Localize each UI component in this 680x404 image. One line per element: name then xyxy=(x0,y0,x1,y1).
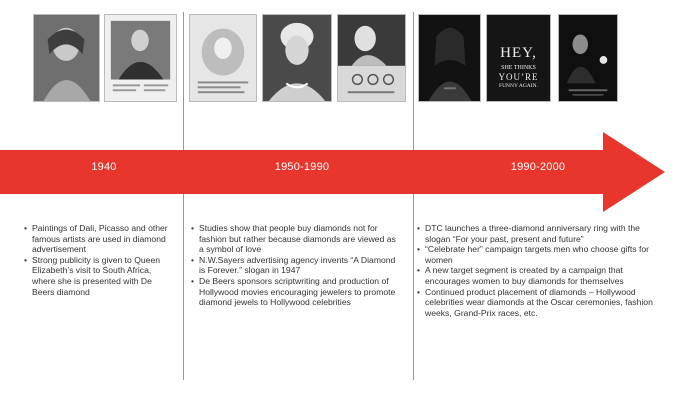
bullet-item: • Paintings of Dali, Picasso and other famous artists are used in diamond advertisement xyxy=(24,223,176,255)
era-label-1940: 1940 xyxy=(91,161,117,173)
dark-woman-portrait-ad-image xyxy=(418,14,481,102)
actress-diamond-ring-ad-image xyxy=(337,14,406,102)
bullet-item: • A new target segment is created by a campaign that encourages women to buy diamonds for themselves xyxy=(417,265,667,286)
era-label-1950-1990: 1950-1990 xyxy=(274,161,330,173)
hey-poster-ad-image xyxy=(486,14,551,102)
bullet-item: • Continued product placement of diamonds – Hollywood celebrities wear diamonds at the Oscar ceremonies, fashion weeks, Grand-Prix races, etc. xyxy=(417,287,667,319)
bullet-item: • Studies show that people buy diamonds not for fashion but rather because diamonds are viewed as a symbol of love xyxy=(191,223,401,255)
era-1940-bullets xyxy=(24,223,176,297)
hey-poster-line3: FUNNY AGAIN. xyxy=(499,83,538,89)
hey-poster-title: HEY, xyxy=(500,45,537,61)
bullet-item: • Strong publicity is given to Queen Elizabeth’s visit to South Africa, where she is presented with De Beers diamond xyxy=(24,255,176,297)
era-1990-2000-bullets xyxy=(417,223,667,318)
era-label-1990-2000: 1990-2000 xyxy=(510,161,566,173)
painting-seated-woman-image xyxy=(104,14,177,102)
hey-poster-line1: SHE THINKS xyxy=(501,65,536,71)
bullet-item: • N.W.Sayers advertising agency invents “A Diamond is Forever.” slogan in 1947 xyxy=(191,255,401,276)
bullet-item: • “Celebrate her” campaign targets men who choose gifts for women xyxy=(417,244,667,265)
bullet-item: • DTC launches a three-diamond anniversary ring with the slogan “For your past, present and future” xyxy=(417,223,667,244)
vintage-print-ad-image xyxy=(189,14,257,102)
hey-poster-line2: YOU’RE xyxy=(498,72,539,82)
painting-portrait-woman-image xyxy=(33,14,100,102)
bullet-item: • De Beers sponsors scriptwriting and production of Hollywood movies encouraging jewelers to promote diamond jewels to Hollywood celebrities xyxy=(191,276,401,308)
celebrity-night-ad-image xyxy=(558,14,618,102)
marilyn-monroe-photo-image xyxy=(262,14,332,102)
era-1950-1990-bullets xyxy=(191,223,401,308)
